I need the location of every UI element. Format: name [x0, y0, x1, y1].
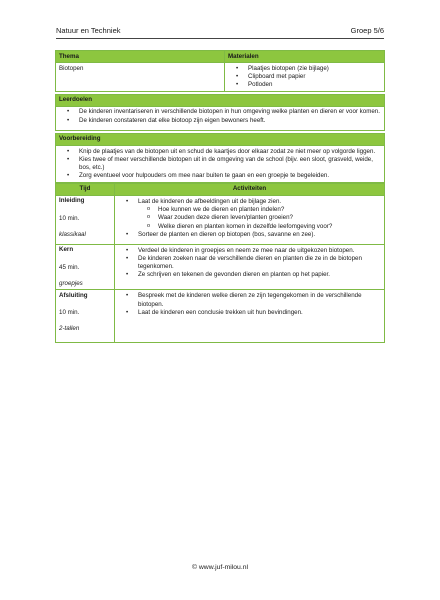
thema-header: Thema	[56, 51, 225, 63]
leerdoelen-header: Leerdoelen	[56, 94, 385, 106]
activity-subitem: o Welke dieren en planten komen in dezelfde leefomgeving voor?	[158, 223, 381, 231]
time-cell	[56, 195, 115, 244]
leerdoelen-list	[59, 108, 381, 124]
activity-item: • Sorteer de planten en dieren op biotopen (bos, savanne en zee).	[138, 231, 381, 239]
time-cell	[56, 290, 115, 342]
info-table	[55, 50, 385, 92]
duration-label: 10 min.	[59, 214, 80, 222]
activity-subitem: o Hoe kunnen we de dieren en planten indelen?	[158, 206, 381, 214]
voorbereiding-item: • Knip de plaatjes van de biotopen uit en schud de kaartjes door elkaar zodat ze niet meer op volgorde liggen.	[79, 148, 381, 156]
activity-item	[138, 198, 381, 231]
grouping-label: klassikaal	[59, 230, 86, 238]
schedule-row-inleiding	[56, 195, 385, 244]
time-cell	[56, 244, 115, 290]
phase-label: Afsluiting	[59, 291, 88, 299]
group-label: Groep 5/6	[350, 26, 384, 35]
grouping-label: 2-tallen	[59, 325, 80, 333]
activities-cell	[115, 244, 385, 290]
activiteiten-header: Activiteiten	[115, 183, 385, 195]
leerdoelen-cell	[56, 106, 385, 130]
activity-item: • Verdeel de kinderen in groepjes en neem ze mee naar de uitgekozen biotopen.	[138, 247, 381, 255]
voorbereiding-cell	[56, 146, 385, 183]
materialen-header: Materialen	[225, 51, 385, 63]
phase-label: Inleiding	[59, 197, 85, 205]
activities-list	[118, 292, 381, 317]
voorbereiding-item: • Kies twee of meer verschillende biotopen uit in de omgeving van de school (bijv. een sloot, grasveld, weide, bos, etc.)	[79, 156, 381, 172]
thema-value: Biotopen	[56, 63, 225, 92]
activities-cell	[115, 290, 385, 342]
lesson-plan	[55, 50, 385, 343]
activities-list	[118, 247, 381, 280]
schedule-row-afsluiting	[56, 290, 385, 342]
voorbereiding-item: • Zorg eventueel voor hulpouders om mee naar buiten te gaan en een groepje te begeleiden.	[79, 172, 381, 180]
activity-sublist	[138, 206, 381, 231]
activity-subitem: o Waar zouden deze dieren leven/planten groeien?	[158, 214, 381, 222]
phase-label: Kern	[59, 246, 74, 254]
materialen-list	[228, 65, 381, 90]
duration-label: 10 min.	[59, 309, 80, 317]
subject-title: Natuur en Techniek	[56, 26, 121, 35]
voorbereiding-header: Voorbereiding	[56, 133, 385, 145]
materialen-item: • Potloden	[248, 81, 381, 89]
activity-item: • De kinderen zoeken naar de verschillende dieren en planten die ze in de biotopen tegenkomen.	[138, 255, 381, 271]
header-divider	[56, 38, 384, 39]
materialen-item: • Clipboard met papier	[248, 73, 381, 81]
tijd-header: Tijd	[56, 183, 115, 195]
schedule-row-kern	[56, 244, 385, 290]
voorbereiding-list	[59, 148, 381, 181]
activity-text: Laat de kinderen de afbeeldingen uit de bijlage zien.	[138, 197, 282, 205]
leerdoelen-table	[55, 94, 385, 131]
leerdoel-item: • De kinderen inventariseren in verschillende biotopen in hun omgeving welke planten en dieren er voor komen.	[79, 108, 381, 116]
voorbereiding-table	[55, 133, 385, 183]
grouping-label: groepjes	[59, 279, 83, 287]
activity-item: • Ze schrijven en tekenen de gevonden dieren en planten op het papier.	[138, 271, 381, 279]
footer-copyright: © www.juf-milou.nl	[192, 564, 248, 571]
materialen-cell	[225, 63, 385, 92]
activities-list	[118, 198, 381, 239]
activity-item: • Laat de kinderen een conclusie trekken uit hun bevindingen.	[138, 309, 381, 317]
leerdoel-item: • De kinderen constateren dat elke biotoop zijn eigen bewoners heeft.	[79, 117, 381, 125]
schedule-table	[55, 183, 385, 343]
activities-cell	[115, 195, 385, 244]
materialen-item: • Plaatjes biotopen (zie bijlage)	[248, 65, 381, 73]
duration-label: 45 min.	[59, 263, 80, 271]
activity-item: • Bespreek met de kinderen welke dieren ze zijn tegengekomen in de verschillende biotopen.	[138, 292, 381, 308]
